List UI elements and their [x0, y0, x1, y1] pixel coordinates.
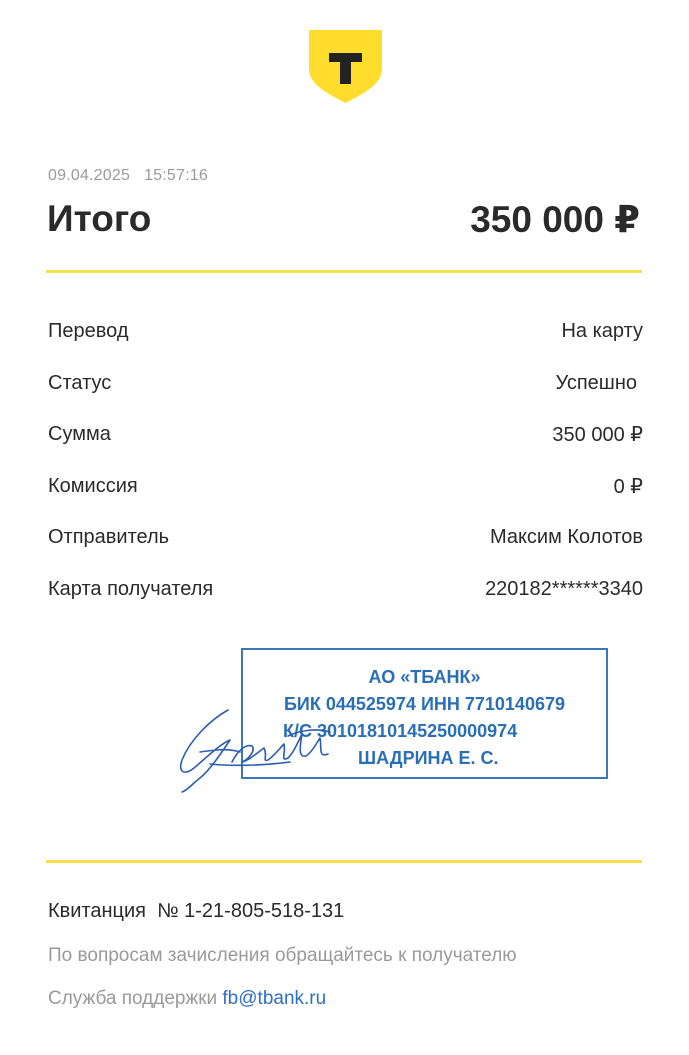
detail-value: На карту — [561, 320, 643, 343]
detail-row-transfer — [48, 306, 643, 358]
support-line — [48, 988, 326, 1010]
detail-label: Отправитель — [48, 526, 170, 549]
detail-value: 220182******3340 — [485, 577, 643, 600]
stamp-signatory: ШАДРИНА Е. С. — [358, 748, 499, 768]
detail-row-commission — [48, 461, 643, 513]
bottom-divider — [46, 860, 642, 863]
detail-value: 0 ₽ — [613, 475, 643, 498]
transaction-time: 15:57:16 — [144, 167, 208, 184]
top-divider — [46, 270, 642, 273]
detail-label: Перевод — [48, 320, 129, 343]
stamp-correspondent-account: К/С 30101810145250000974 — [283, 721, 518, 741]
detail-label: Комиссия — [48, 474, 138, 497]
detail-value: 350 000 ₽ — [552, 424, 643, 447]
detail-value: Максим Колотов — [489, 526, 643, 549]
tbank-logo-icon — [309, 30, 382, 103]
detail-row-status — [48, 358, 643, 410]
detail-value: Успешно — [555, 371, 637, 394]
total-label: Итого — [47, 198, 152, 239]
total-amount: 350 000 ₽ — [470, 199, 640, 240]
details-list — [48, 306, 643, 615]
stamp-bik-inn: БИК 044525974 ИНН 7710140679 — [283, 694, 565, 714]
support-email-link[interactable]: fb@tbank.ru — [222, 988, 327, 1009]
detail-label: Карта получателя — [48, 577, 214, 600]
receipt-number: Квитанция № 1-21-805-518-131 — [48, 900, 345, 922]
transaction-date: 09.04.2025 — [48, 167, 131, 184]
detail-label: Сумма — [48, 423, 111, 446]
stamp-bank-name: АО «ТБАНК» — [368, 667, 481, 687]
detail-row-recipient-card — [48, 564, 643, 616]
support-label: Служба поддержки — [48, 988, 218, 1009]
detail-label: Статус — [48, 371, 112, 394]
transaction-datetime — [48, 167, 208, 185]
handwritten-signature — [170, 700, 370, 800]
detail-row-amount — [48, 409, 643, 461]
recipient-hint: По вопросам зачисления обращайтесь к получателю — [48, 945, 517, 966]
detail-row-sender — [48, 512, 643, 564]
